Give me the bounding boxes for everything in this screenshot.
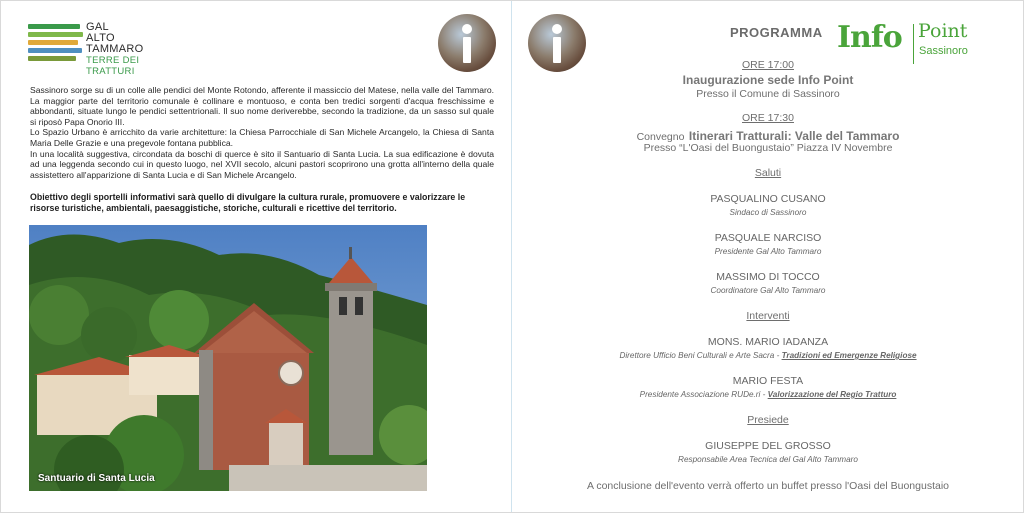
description-text [30, 85, 494, 180]
closing-note: A conclusione dell'evento verrà offerto un buffet presso l'Oasi del Buongustaio [586, 480, 950, 492]
saluti-name-1: PASQUALINO CUSANO [710, 193, 826, 205]
interventi-name-2: MARIO FESTA [732, 375, 804, 387]
logo-text [86, 22, 178, 77]
paragraph-1: Sassinoro sorge su di un colle alle pendici del Monte Rotondo, afferente il massiccio del Matese, nella valle del Tammaro. La maggior parte del territorio comunale è collinare e montuoso, e conta ben tredici sorgenti d'acqua freschissime e abbondanti, situate lungo le pendici settentrionali. Il suo nome deriverebbe, secondo la tradizione, da un sasso sul quale si riposò Papa Onorio III. [30, 85, 494, 127]
event1-time: ORE 17:00 [742, 59, 794, 71]
logo-line-1: GAL [86, 21, 109, 33]
saluti-name-3: MASSIMO DI TOCCO [716, 271, 820, 283]
interventi-name-1: MONS. MARIO IADANZA [707, 336, 829, 348]
saluti-role-2: Presidente Gal Alto Tammaro [714, 247, 822, 256]
event1-title: Inaugurazione sede Info Point [682, 73, 854, 87]
objective-text: Obiettivo degli sportelli informativi sarà quello di divulgare la cultura rurale, promuovere e valorizzare le risorse turistiche, ambientali, paesaggistiche, storiche, culturali e ricettive del territorio. [30, 192, 466, 213]
right-page [512, 0, 1024, 513]
info-icon [438, 14, 496, 72]
event1-place: Presso il Comune di Sassinoro [696, 88, 840, 100]
saluti-name-2: PASQUALE NARCISO [714, 232, 822, 244]
logo-line-2: ALTO [86, 32, 115, 44]
left-page [0, 0, 511, 513]
photo-caption: Santuario di Santa Lucia [38, 473, 155, 484]
interventi-role-1: Direttore Ufficio Beni Culturali e Arte Sacra - [619, 351, 782, 360]
event2-title: Itinerari Tratturali: Valle del Tammaro [688, 129, 900, 143]
logo-stripes-icon [28, 24, 84, 64]
section-presiede: Presiede [747, 414, 789, 426]
paragraph-2: Lo Spazio Urbano è arricchito da varie architetture: la Chiesa Parrocchiale di San Michele Arcangelo, la Chiesa di Santa Maria Delle Grazie e una pregevole fontana pubblica. [30, 127, 494, 148]
saluti-role-3: Coordinatore Gal Alto Tammaro [710, 286, 826, 295]
program-title: PROGRAMMA [730, 25, 823, 40]
interventi-role-line-1 [512, 351, 1024, 360]
sanctuary-photo [29, 225, 427, 491]
logo-tagline: TERRE DEI TRATTURI [86, 55, 140, 77]
interventi-role-2: Presidente Associazione RUDe.ri - [639, 390, 768, 399]
interventi-topic-1: Tradizioni ed Emergenze Religiose [781, 351, 917, 360]
logo-line-3: TAMMARO [86, 43, 144, 55]
sanctuary-illustration-icon [29, 225, 427, 491]
saluti-role-1: Sindaco di Sassinoro [729, 208, 807, 217]
paragraph-3: In una località suggestiva, circondata da boschi di querce è sito il Santuario di Santa Lucia. La sua edificazione è dovuta ad una leggenda secondo cui in questo luogo, nel XVII secolo, alcuni pastori scoprirono una grotta all'interno della quale assistettero all'apparizione di Santa Lucia e di San Michele Arcangelo. [30, 148, 494, 180]
event2-time: ORE 17:30 [742, 112, 794, 124]
gal-logo [28, 21, 178, 77]
presiede-name-1: GIUSEPPE DEL GROSSO [705, 440, 831, 452]
infopoint-city: Sassinoro [919, 45, 968, 57]
interventi-role-line-2 [512, 390, 1024, 399]
presiede-role-1: Responsabile Area Tecnica del Gal Alto Tammaro [678, 455, 858, 464]
section-interventi: Interventi [746, 310, 790, 322]
section-saluti: Saluti [754, 167, 782, 179]
interventi-topic-2: Valorizzazione del Regio Tratturo [767, 390, 897, 399]
infopoint-word: Info [837, 20, 902, 55]
event2-place: Presso “L'Oasi del Buongustaio” Piazza IV Novembre [643, 142, 893, 154]
infopoint-point: Point [918, 20, 968, 42]
event2-prefix: Convegno [636, 131, 685, 143]
